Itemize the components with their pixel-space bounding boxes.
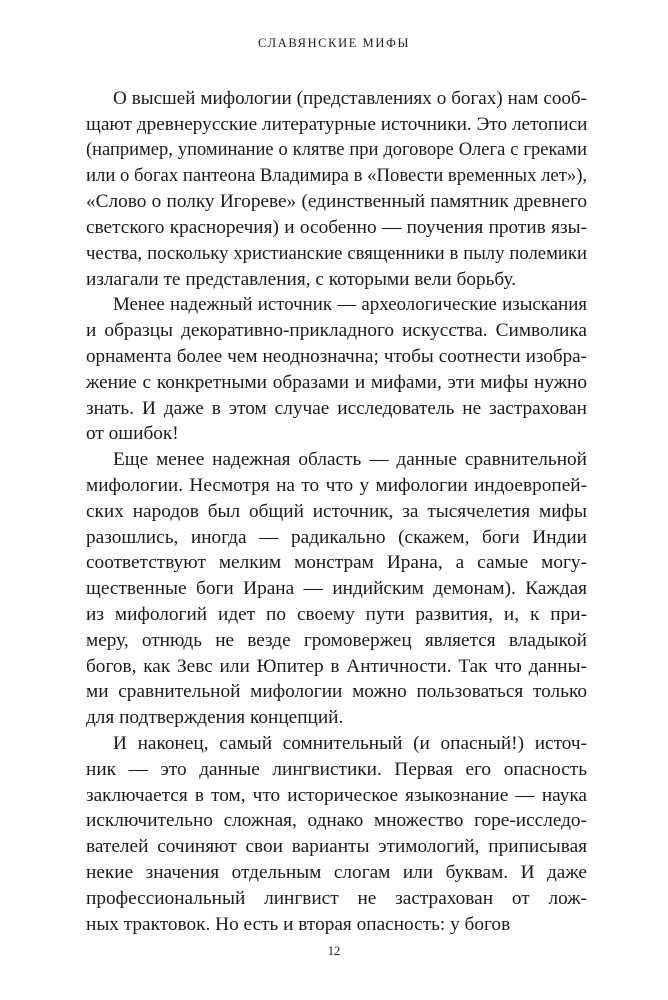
text-line: или о богах пантеона Владимира в «Повести временных лет»), bbox=[86, 165, 587, 187]
text-line: жение с конкретными образами и мифами, эти мифы нужно bbox=[86, 371, 587, 393]
text-line: соответствуют мелким монстрам Ирана, а самые могу- bbox=[86, 552, 587, 574]
text-line: мифологии. Несмотря на то что у мифологии индоевропей- bbox=[86, 474, 587, 496]
text-line: Еще менее надежная область — данные сравнительной bbox=[113, 449, 587, 471]
text-line: для подтверждения концепций. bbox=[86, 707, 344, 729]
text-line: профессиональный лингвист не застрахован от лож- bbox=[86, 887, 587, 909]
text-line: ских народов был общий источник, за тысячелетия мифы bbox=[86, 500, 587, 522]
text-line: ник — это данные лингвистики. Первая его опасность bbox=[86, 758, 587, 780]
paragraph bbox=[86, 292, 587, 447]
text-line: ми сравнительной мифологии можно пользоваться только bbox=[86, 681, 587, 703]
text-line: меру, отнюдь не везде громовержец является владыкой bbox=[86, 629, 587, 651]
text-line: вателей сочиняют свои варианты этимологий, приписывая bbox=[86, 836, 587, 858]
text-line: от ошибок! bbox=[86, 423, 179, 445]
text-line: И наконец, самый сомнительный (и опасный!) источ- bbox=[113, 732, 587, 754]
text-line: богов, как Зевс или Юпитер в Античности. Так что данны- bbox=[86, 655, 587, 677]
text-line: разошлись, иногда — радикально (скажем, боги Индии bbox=[86, 526, 587, 548]
paragraph bbox=[86, 447, 587, 731]
text-line: (например, упоминание о клятве при договоре Олега с греками bbox=[86, 139, 587, 160]
text-line: ных трактовок. Но есть и вторая опасность: у богов bbox=[86, 913, 511, 935]
paragraph bbox=[86, 731, 587, 937]
paragraph bbox=[86, 86, 587, 292]
text-line: заключается в том, что историческое языкознание — наука bbox=[86, 784, 587, 806]
text-line: из мифологий идет по своему пути развития, и, к при- bbox=[86, 603, 587, 625]
running-head: СЛАВЯНСКИЕ МИФЫ bbox=[258, 36, 410, 50]
page-number: 12 bbox=[327, 944, 341, 958]
text-line: орнамента более чем неоднозначна; чтобы соотнести изобра- bbox=[86, 345, 587, 367]
text-line: исключительно сложная, однако множество горе-исследо- bbox=[86, 810, 587, 832]
text-line: некие значения отдельным слогам или буквам. И даже bbox=[86, 861, 587, 883]
text-line: излагали те представления, с которыми вели борьбу. bbox=[86, 268, 517, 290]
text-line: О высшей мифологии (представлениях о богах) нам сооб- bbox=[113, 88, 587, 109]
text-line: чества, поскольку христианские священники в пылу полемики bbox=[86, 242, 587, 264]
text-line: щественные боги Ирана — индийским демонам). Каждая bbox=[86, 578, 587, 600]
text-line: знать. И даже в этом случае исследователь не застрахован bbox=[86, 397, 587, 419]
text-line: щают древнерусские литературные источники. Это летописи bbox=[86, 113, 587, 135]
text-line: светского красноречия) и особенно — поучения против язы- bbox=[86, 216, 587, 238]
text-line: Менее надежный источник — археологические изыскания bbox=[113, 294, 587, 316]
body-text bbox=[86, 86, 587, 937]
text-line: «Слово о полку Игореве» (единственный памятник древнего bbox=[86, 191, 587, 213]
text-line: и образцы декоративно-прикладного искусства. Символика bbox=[86, 320, 587, 342]
